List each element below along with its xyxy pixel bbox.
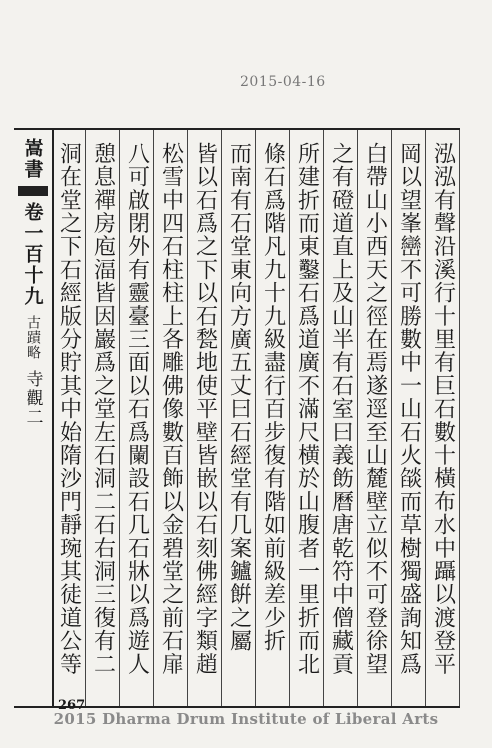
text-column: 條石爲階凡九十九級盡行百步復有階如前級差少折 [256, 130, 290, 706]
text-column: 泓泓有聲沿溪行十里有巨石數十橫布水中躡以渡登平 [426, 130, 460, 706]
book-title: 嵩書 [21, 138, 44, 180]
text-column: 岡以望峯巒不可勝數中一山石火燄而草樹獨盛詢知爲 [392, 130, 426, 706]
page-number: 267 [58, 698, 86, 713]
text-column: 松雪中四石柱柱上各雕佛像數百飾以金碧堂之前石扉 [154, 130, 188, 706]
text-column: 白帶山小西天之徑在焉遂逕至山麓壁立似不可登徐望 [358, 130, 392, 706]
volume-label: 卷一百十九 [21, 202, 44, 307]
side-banner [14, 130, 54, 706]
text-column: 洞在堂之下石經版分貯其中始隋沙門靜琬其徒道公等 [52, 130, 86, 706]
site-label: 寺觀二 [22, 370, 43, 427]
text-column: 之有磴道直上及山半有石室曰義飭曆唐乾符中僧藏貢 [324, 130, 358, 706]
text-column: 而南有石堂東向方廣五丈曰石經堂有几案鑪餠之屬 [222, 130, 256, 706]
text-column: 憩息禪房庖湢皆因巖爲之堂左石洞二石右洞三復有二 [86, 130, 120, 706]
page-frame [14, 128, 460, 708]
copyright-watermark: 2015 Dharma Drum Institute of Liberal Arts [53, 710, 439, 728]
section-label: 古蹟略 [25, 315, 41, 360]
banner-fishtail-mark [18, 186, 48, 196]
scan-date: 2015-04-16 [240, 74, 326, 90]
text-column: 八可啟閉外有靈臺三面以石爲闌設石几石牀以爲遊人 [120, 130, 154, 706]
text-column: 所建折而東鑿石爲道廣不滿尺横於山腹者一里折而北 [290, 130, 324, 706]
text-column: 皆以石爲之下以石甃地使平壁皆嵌以石刻佛經字類趙 [188, 130, 222, 706]
